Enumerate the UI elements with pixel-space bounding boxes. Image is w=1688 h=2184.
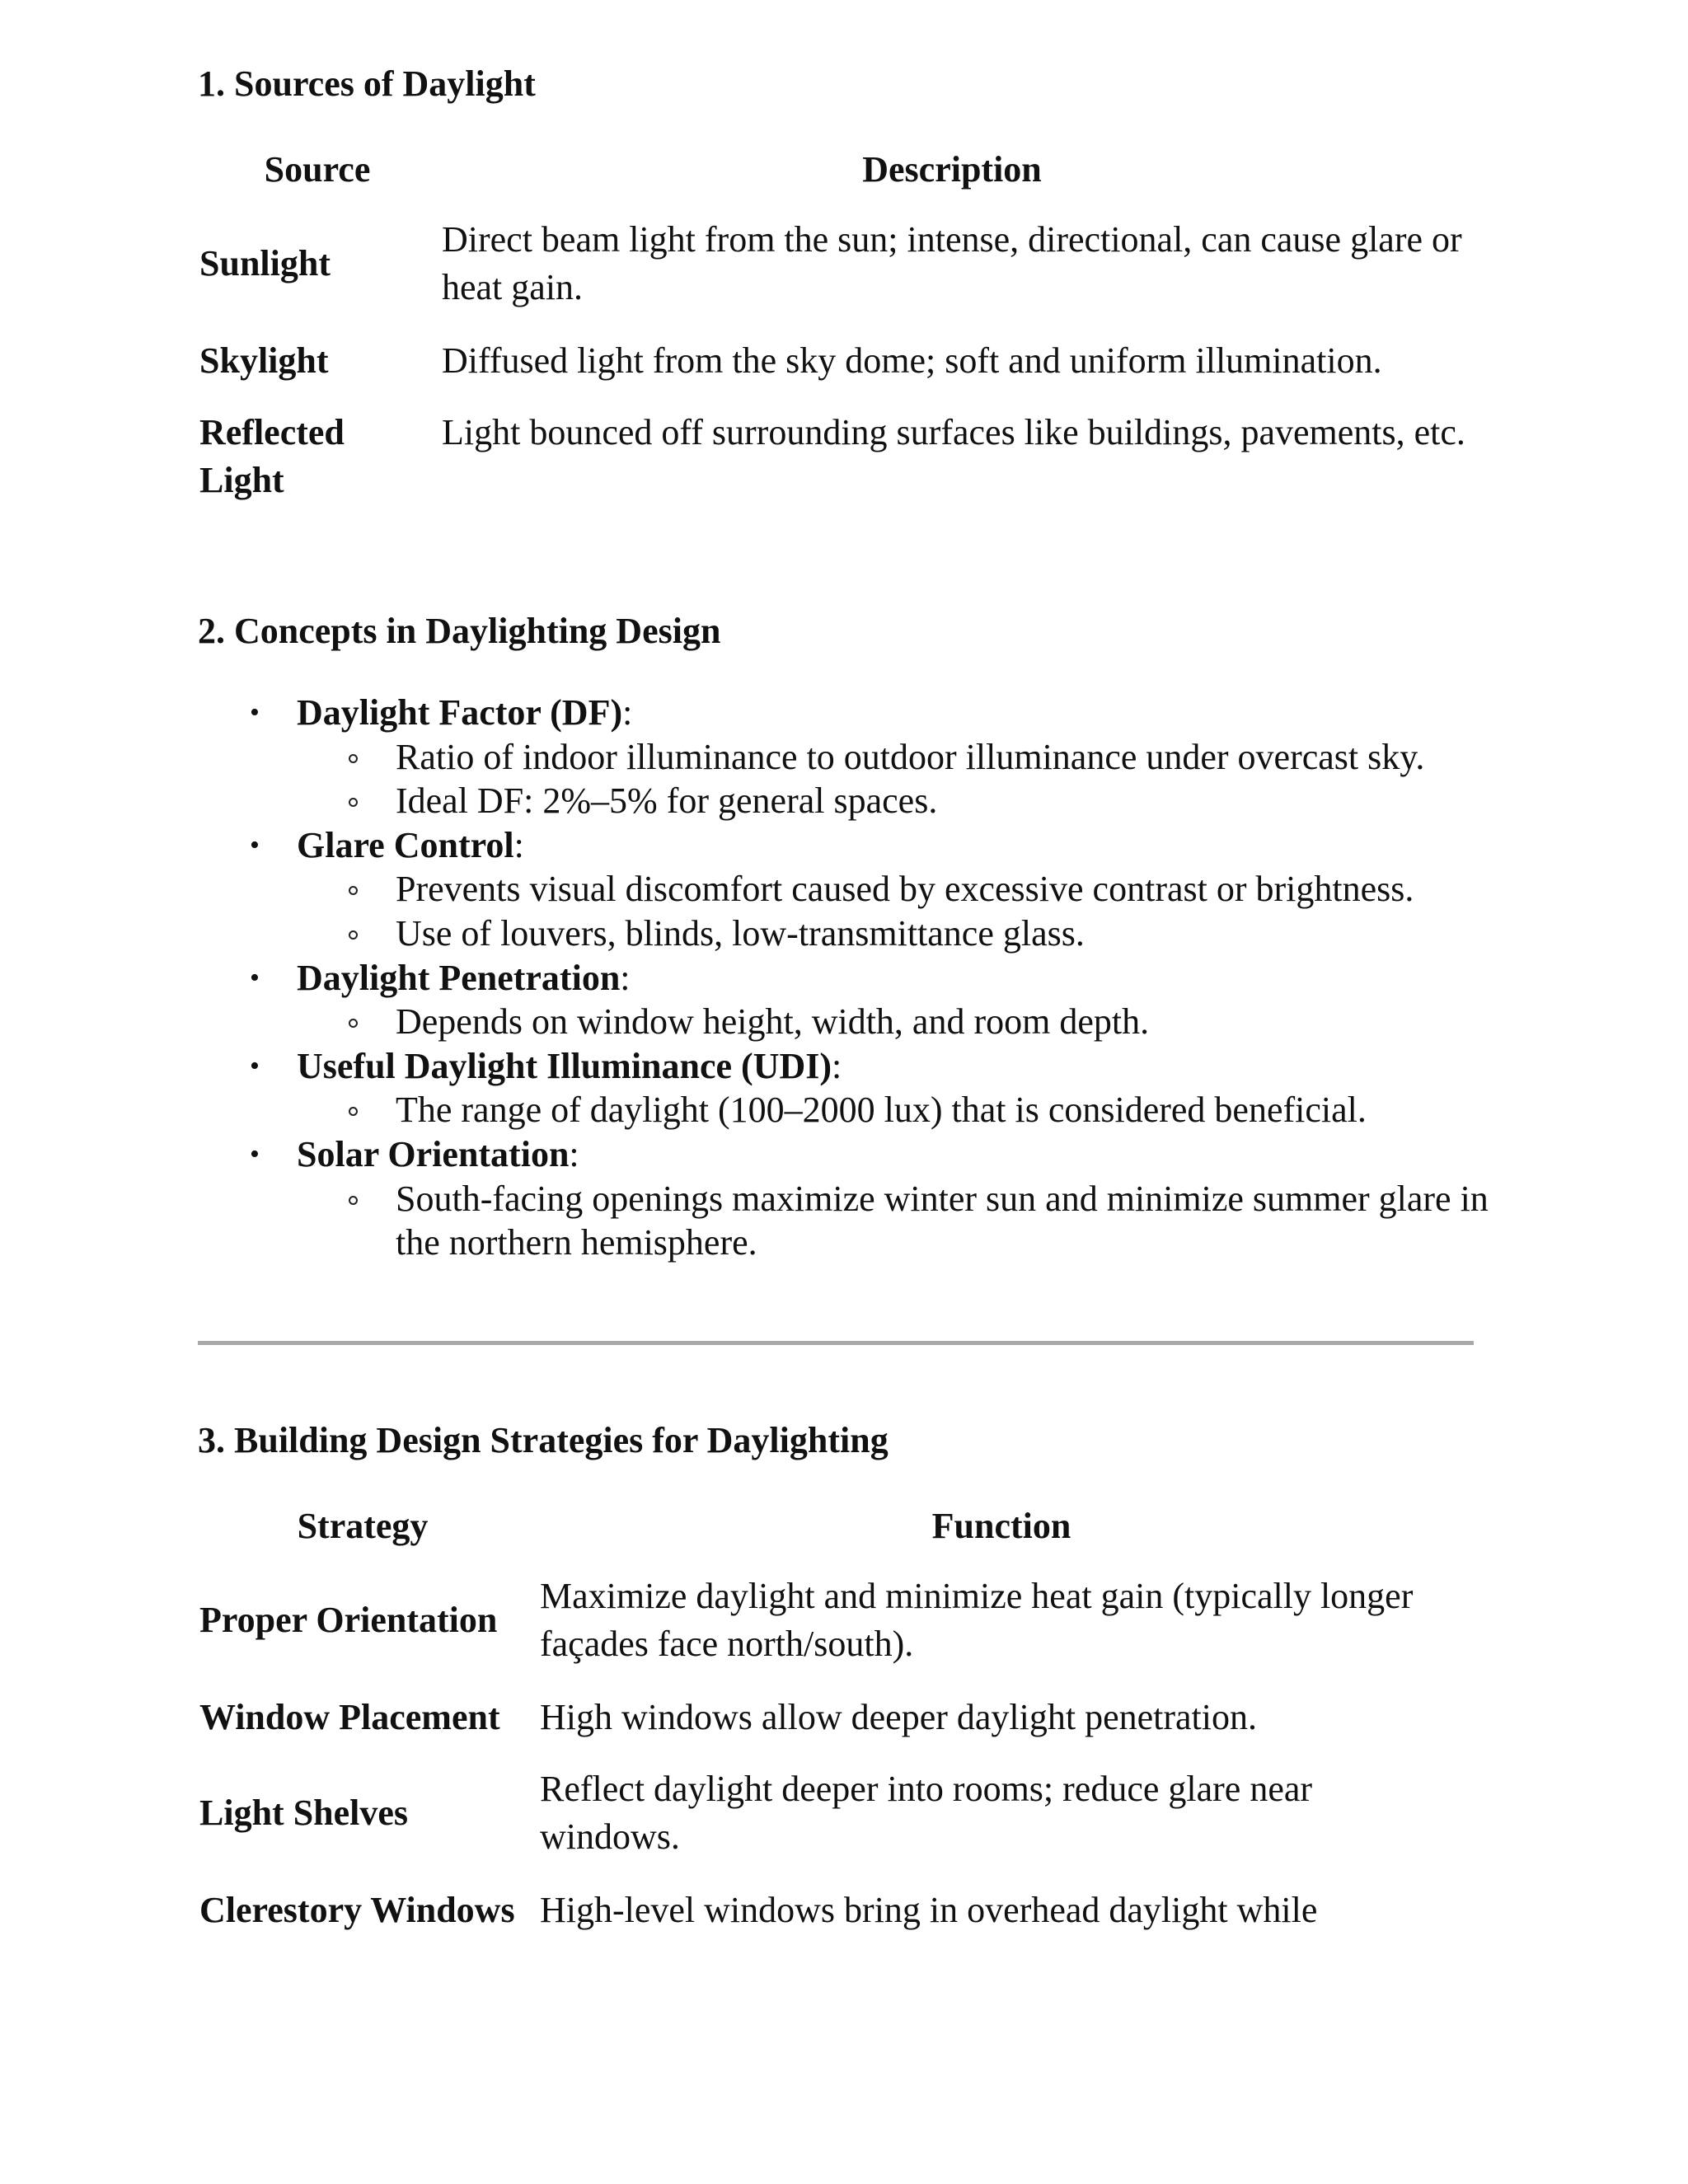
list-item [250, 1044, 1500, 1132]
concept-title: Daylight Factor (DF) [297, 692, 623, 733]
circle-bullet-icon [349, 1107, 358, 1116]
bullet-icon: • [250, 962, 260, 993]
table-row-key: Skylight [199, 340, 329, 381]
concept-title: Daylight Penetration [297, 957, 621, 998]
sub-list-item [396, 1177, 1500, 1265]
circle-bullet-icon [349, 886, 358, 895]
column-header-function: Function [931, 1506, 1071, 1546]
table-row-value: Light bounced off surrounding surfaces like buildings, pavements, etc. [442, 412, 1465, 452]
concept-colon: : [620, 957, 631, 998]
list-item [250, 823, 1500, 956]
list-item [250, 956, 1500, 1044]
sub-list-item [396, 867, 1500, 912]
list-item [250, 691, 1500, 823]
column-header-source: Source [264, 149, 371, 190]
table-row-key: Window Placement [199, 1697, 500, 1737]
concept-title: Glare Control [297, 824, 514, 865]
table-row-value: Diffused light from the sky dome; soft and uniform illumination. [442, 340, 1382, 381]
concept-title: Useful Daylight Illuminance (UDI) [297, 1045, 832, 1086]
sub-list-item [396, 1088, 1500, 1132]
sub-point-text: Depends on window height, width, and room depth. [396, 1001, 1150, 1043]
sub-list-item [396, 735, 1500, 780]
sub-list-item [396, 912, 1500, 956]
list-item [250, 1132, 1500, 1265]
sub-list-item [396, 779, 1500, 823]
concept-colon: : [569, 1133, 579, 1174]
circle-bullet-icon [349, 1196, 358, 1205]
section-heading-concepts: 2. Concepts in Daylighting Design [198, 611, 721, 651]
sub-point-text: Use of louvers, blinds, low-transmittance glass. [396, 912, 1085, 954]
circle-bullet-icon [349, 754, 358, 763]
column-header-strategy: Strategy [297, 1506, 429, 1546]
table-row-value: Reflect daylight deeper into rooms; reduce glare near windows. [540, 1769, 1313, 1857]
sub-point-text: Prevents visual discomfort caused by excessive contrast or brightness. [396, 869, 1414, 910]
circle-bullet-icon [349, 798, 358, 807]
table-row-value: Direct beam light from the sun; intense, directional, can cause glare or heat gain. [442, 219, 1462, 307]
bullet-icon: • [250, 829, 260, 860]
circle-bullet-icon [349, 930, 358, 940]
concept-colon: : [513, 824, 524, 865]
table-row-key: Proper Orientation [199, 1600, 498, 1640]
table-row-key: Sunlight [199, 243, 331, 284]
table-row-value: High windows allow deeper daylight penetration. [540, 1697, 1258, 1737]
horizontal-divider [198, 1341, 1474, 1345]
concept-title: Solar Orientation [297, 1133, 570, 1174]
bullet-icon: • [250, 1138, 260, 1169]
sub-point-text: The range of daylight (100–2000 lux) that is considered beneficial. [396, 1090, 1367, 1131]
concepts-list [250, 691, 1500, 1265]
concept-colon: : [832, 1045, 842, 1086]
table-row-key: Light Shelves [199, 1793, 409, 1833]
bullet-icon: • [250, 1050, 260, 1081]
column-header-description: Description [862, 149, 1042, 190]
sub-list-item [396, 1000, 1500, 1044]
sub-point-text: Ideal DF: 2%–5% for general spaces. [396, 780, 938, 822]
table-row-key: Clerestory Windows [199, 1890, 515, 1930]
section-heading-strategies: 3. Building Design Strategies for Daylighting [198, 1420, 889, 1460]
table-row-key: Reflected Light [199, 412, 345, 500]
circle-bullet-icon [349, 1019, 358, 1028]
section-heading-sources: 1. Sources of Daylight [198, 63, 536, 104]
table-row-value: High-level windows bring in overhead daylight while [540, 1890, 1318, 1930]
sub-point-text: Ratio of indoor illuminance to outdoor illuminance under overcast sky. [396, 736, 1425, 777]
sub-point-text: South-facing openings maximize winter sun and minimize summer glare in the northern hemisphere. [396, 1178, 1489, 1263]
bullet-icon: • [250, 697, 260, 728]
concept-colon: : [622, 692, 633, 733]
table-row-value: Maximize daylight and minimize heat gain (typically longer façades face north/south). [540, 1576, 1414, 1664]
